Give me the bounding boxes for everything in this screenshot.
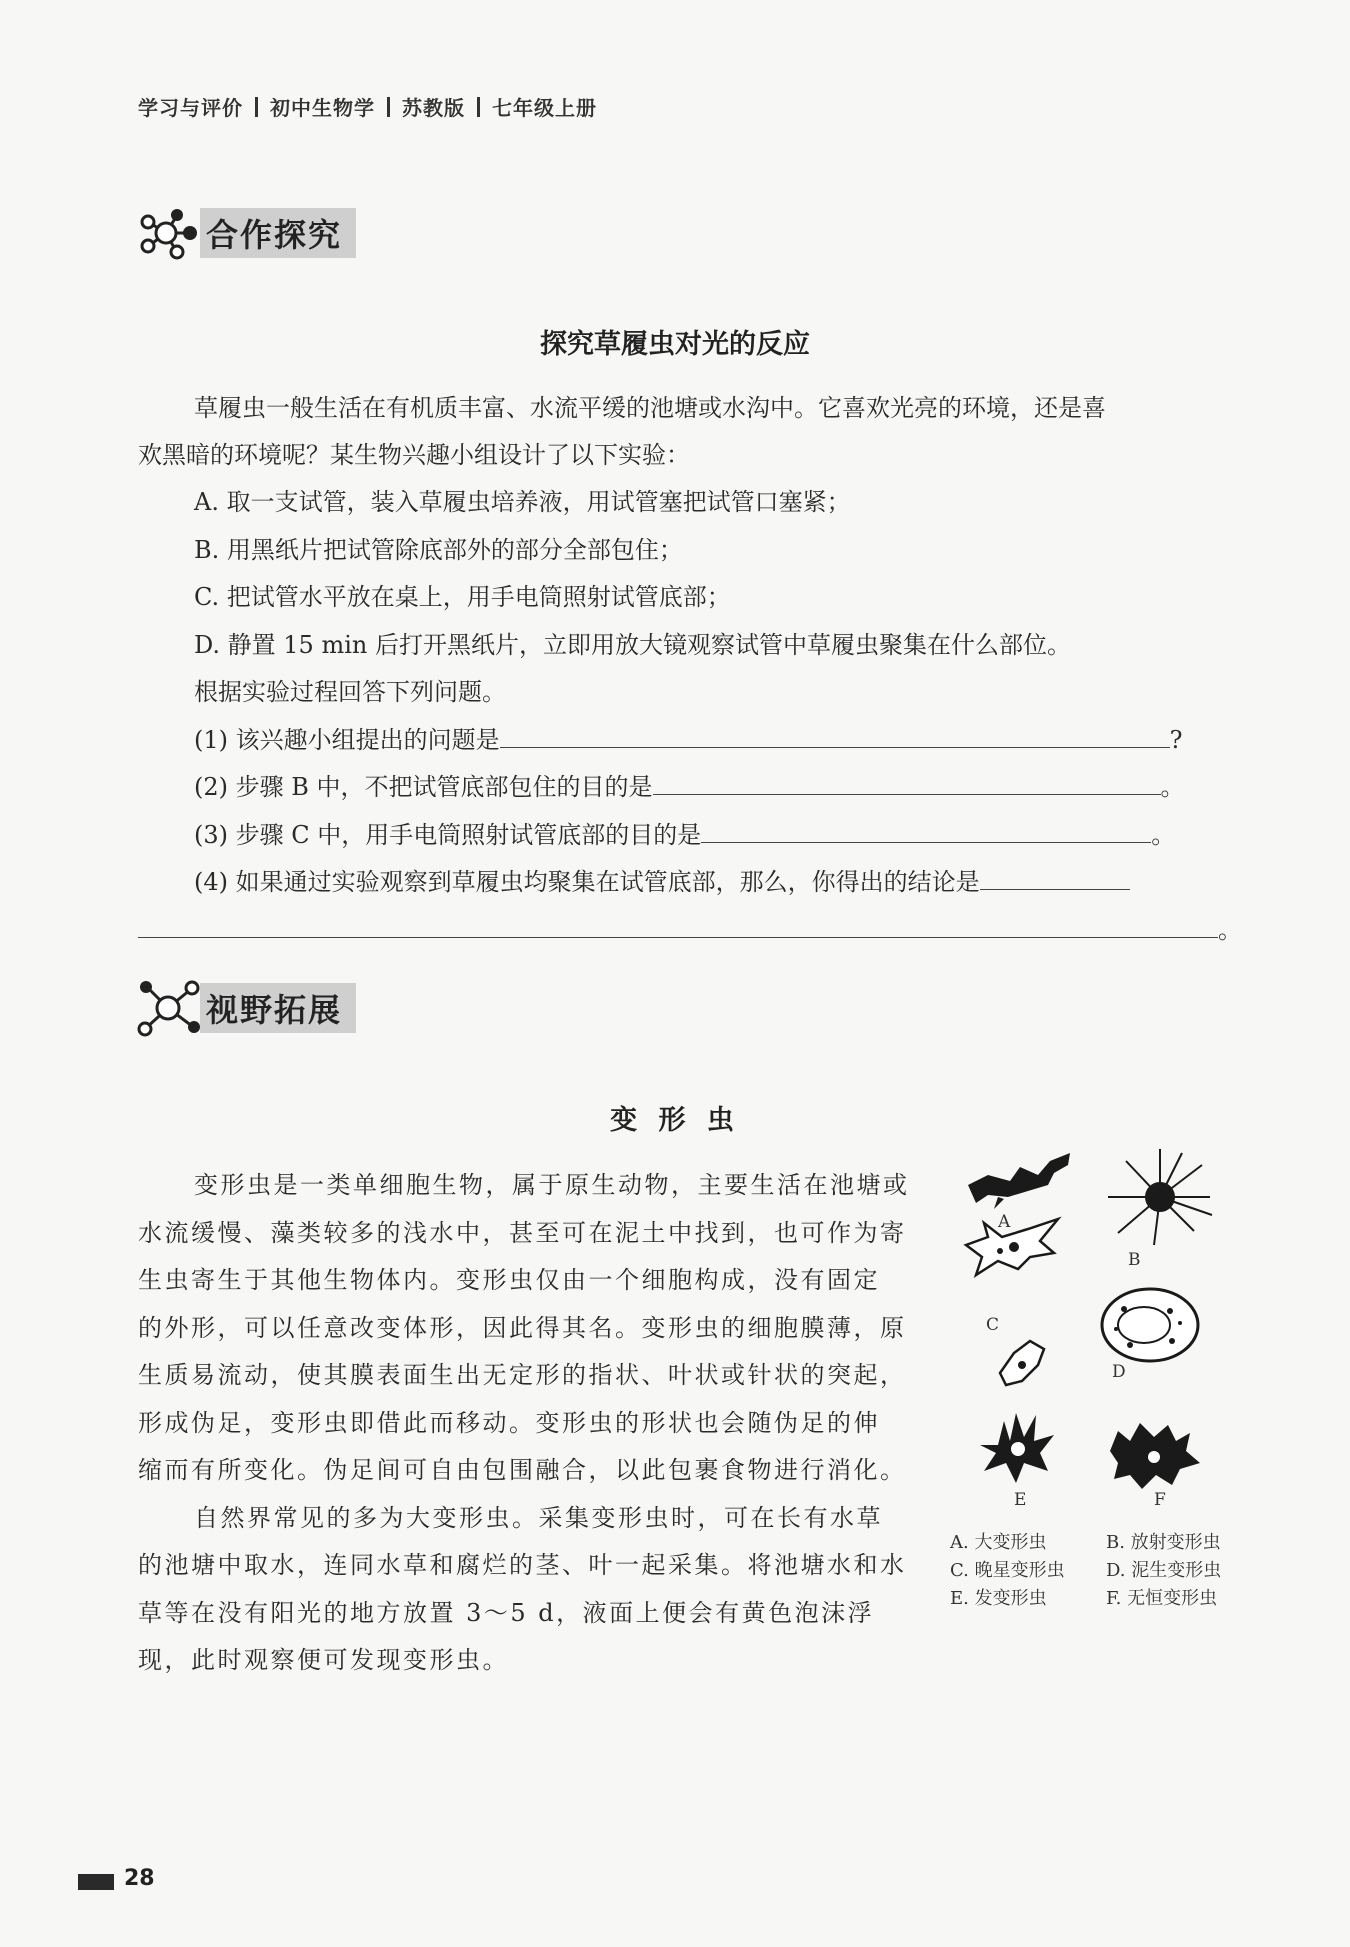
amoeba-f-illustration xyxy=(1110,1423,1200,1489)
question-end-mark: 。 xyxy=(1218,916,1242,944)
body-line: 水流缓慢、藻类较多的浅水中，甚至可在泥土中找到，也可作为寄 xyxy=(138,1219,907,1247)
header-separator xyxy=(477,97,480,117)
header-series: 学习与评价 xyxy=(138,96,243,120)
amoeba-figure xyxy=(958,1145,1238,1515)
section-badge-label: 视野拓展 xyxy=(200,983,356,1033)
answer-blank[interactable] xyxy=(500,725,1170,748)
experiment-step: B. 用黑纸片把试管除底部外的部分全部包住； xyxy=(194,536,683,564)
figure-caption: E. 发变形虫 xyxy=(950,1588,1047,1609)
body-line: 的池塘中取水，连同水草和腐烂的茎、叶一起采集。将池塘水和水 xyxy=(138,1551,907,1579)
answer-blank[interactable] xyxy=(701,820,1151,843)
body-line: 生虫寄生于其他生物体内。变形虫仅由一个细胞构成，没有固定 xyxy=(138,1266,880,1294)
amoeba-a-illustration xyxy=(968,1153,1070,1209)
question-continuation xyxy=(138,910,1242,945)
amoeba-e-illustration xyxy=(980,1413,1054,1483)
page-number-bar xyxy=(78,1874,114,1890)
figure-caption: B. 放射变形虫 xyxy=(1106,1532,1221,1553)
intro-line: 草履虫一般生活在有机质丰富、水流平缓的池塘或水沟中。它喜欢光亮的环境，还是喜 xyxy=(194,394,1106,422)
question-item xyxy=(194,767,1185,802)
header-grade: 七年级上册 xyxy=(492,96,597,120)
question-text: (4) 如果通过实验观察到草履虫均聚集在试管底部，那么，你得出的结论是 xyxy=(194,868,980,896)
question-text: (1) 该兴趣小组提出的问题是 xyxy=(194,726,500,754)
body-line: 自然界常见的多为大变形虫。采集变形虫时，可在长有水草 xyxy=(194,1504,883,1532)
answer-blank[interactable] xyxy=(138,915,1218,938)
figure-caption: D. 泥生变形虫 xyxy=(1106,1560,1222,1581)
question-end-mark: ? xyxy=(1169,726,1183,754)
figure-letter: B xyxy=(1128,1250,1141,1270)
section-title: 探究草履虫对光的反应 xyxy=(540,329,810,360)
question-item xyxy=(194,815,1175,850)
sun-molecule-icon xyxy=(136,978,206,1038)
section-badge-label: 合作探究 xyxy=(200,208,356,258)
body-line: 草等在没有阳光的地方放置 3～5 d，液面上便会有黄色泡沫浮 xyxy=(138,1599,875,1627)
section-badge-cooperative xyxy=(136,205,356,261)
figure-letter: C xyxy=(986,1315,1000,1335)
question-item xyxy=(194,720,1183,755)
section-title: 变 形 虫 xyxy=(610,1105,740,1136)
amoeba-d-illustration xyxy=(1102,1289,1198,1361)
body-line: 现，此时观察便可发现变形虫。 xyxy=(138,1646,509,1674)
running-header xyxy=(138,92,597,121)
body-line: 变形虫是一类单细胞生物，属于原生动物，主要生活在池塘或 xyxy=(194,1171,910,1199)
question-text: (3) 步骤 C 中，用手电筒照射试管底部的目的是 xyxy=(194,821,702,849)
figure-letter: F xyxy=(1154,1490,1166,1510)
body-line: 缩而有所变化。伪足间可自由包围融合，以此包裹食物进行消化。 xyxy=(138,1456,907,1484)
experiment-step: C. 把试管水平放在桌上，用手电筒照射试管底部； xyxy=(194,583,731,611)
figure-caption: F. 无恒变形虫 xyxy=(1106,1588,1218,1609)
experiment-step: D. 静置 15 min 后打开黑纸片，立即用放大镜观察试管中草履虫聚集在什么部位。 xyxy=(194,631,1071,659)
page-number: 28 xyxy=(124,1866,155,1891)
question-prompt: 根据实验过程回答下列问题。 xyxy=(194,678,506,706)
amoeba-c-illustration xyxy=(966,1219,1058,1275)
amoeba-b-illustration xyxy=(1108,1149,1212,1245)
header-subject: 初中生物学 xyxy=(270,96,375,120)
body-line: 的外形，可以任意改变体形，因此得其名。变形虫的细胞膜薄，原 xyxy=(138,1314,907,1342)
answer-blank[interactable] xyxy=(653,772,1161,795)
amoeba-small-illustration xyxy=(1000,1341,1044,1385)
figure-caption: A. 大变形虫 xyxy=(950,1532,1047,1553)
figure-letter: A xyxy=(998,1212,1011,1232)
figure-caption: C. 晚星变形虫 xyxy=(950,1560,1065,1581)
question-end-mark: 。 xyxy=(1151,821,1176,849)
experiment-step: A. 取一支试管，装入草履虫培养液，用试管塞把试管口塞紧； xyxy=(194,488,851,516)
answer-blank[interactable] xyxy=(980,867,1130,890)
intro-line: 欢黑暗的环境呢？某生物兴趣小组设计了以下实验： xyxy=(138,441,690,469)
body-line: 形成伪足，变形虫即借此而移动。变形虫的形状也会随伪足的伸 xyxy=(138,1409,880,1437)
figure-letter: D xyxy=(1112,1362,1126,1382)
header-separator xyxy=(387,97,390,117)
molecule-icon xyxy=(136,205,206,261)
header-edition: 苏教版 xyxy=(402,96,465,120)
question-item xyxy=(194,862,1130,897)
question-text: (2) 步骤 B 中，不把试管底部包住的目的是 xyxy=(194,773,653,801)
body-line: 生质易流动，使其膜表面生出无定形的指状、叶状或针状的突起， xyxy=(138,1361,907,1389)
question-end-mark: 。 xyxy=(1160,773,1185,801)
header-separator xyxy=(255,97,258,117)
section-badge-extension xyxy=(136,978,356,1038)
figure-letter: E xyxy=(1014,1490,1027,1510)
